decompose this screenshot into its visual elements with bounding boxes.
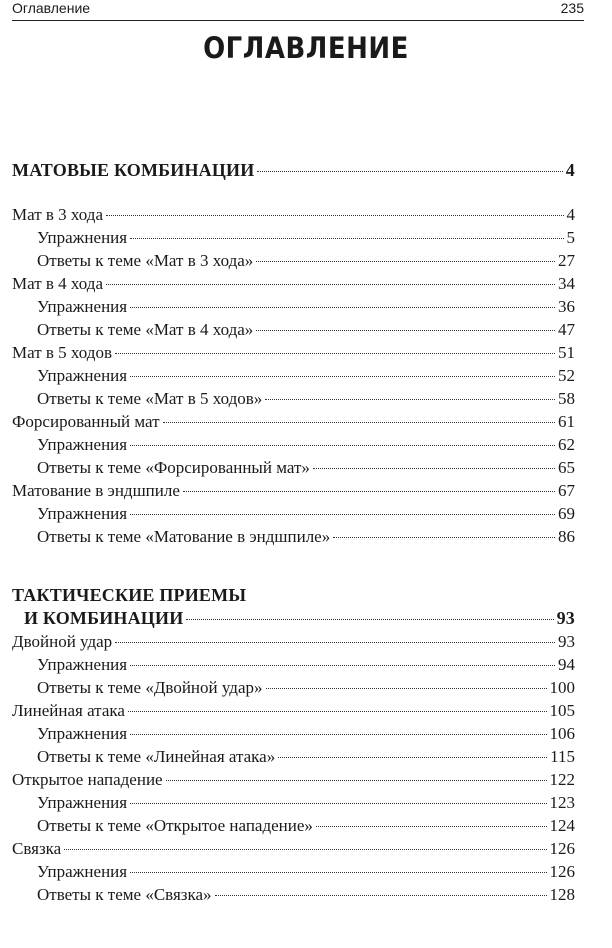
toc-exercises[interactable]: Упражнения 36 bbox=[37, 297, 575, 316]
section-heading[interactable]: МАТОВЫЕ КОМБИНАЦИИ 4 bbox=[12, 157, 575, 183]
leader-dots bbox=[215, 895, 547, 896]
page-number: 235 bbox=[560, 0, 584, 16]
toc-answers[interactable]: Ответы к теме «Связка» 128 bbox=[37, 885, 575, 904]
leader-dots bbox=[128, 711, 547, 712]
toc-topic[interactable]: Открытое нападение 122 bbox=[12, 770, 575, 789]
leader-dots bbox=[115, 353, 555, 354]
leader-dots bbox=[130, 238, 563, 239]
toc-answers[interactable]: Ответы к теме «Мат в 3 хода» 27 bbox=[37, 251, 575, 270]
toc-topic[interactable]: Связка 126 bbox=[12, 839, 575, 858]
leader-dots bbox=[130, 514, 555, 515]
leader-dots bbox=[130, 803, 546, 804]
toc-exercises[interactable]: Упражнения 126 bbox=[37, 862, 575, 881]
leader-dots bbox=[163, 422, 555, 423]
toc-exercises[interactable]: Упражнения 62 bbox=[37, 435, 575, 454]
leader-dots bbox=[106, 215, 564, 216]
leader-dots bbox=[278, 757, 547, 758]
leader-dots bbox=[256, 330, 555, 331]
toc-topic[interactable]: Двойной удар 93 bbox=[12, 632, 575, 651]
leader-dots bbox=[106, 284, 555, 285]
running-title: Оглавление bbox=[12, 0, 91, 16]
toc-answers[interactable]: Ответы к теме «Мат в 4 хода» 47 bbox=[37, 320, 575, 339]
leader-dots bbox=[166, 780, 547, 781]
toc-exercises[interactable]: Упражнения 123 bbox=[37, 793, 575, 812]
running-header bbox=[12, 0, 584, 21]
toc-answers[interactable]: Ответы к теме «Матование в эндшпиле» 86 bbox=[37, 527, 575, 546]
toc-topic[interactable]: Мат в 3 хода 4 bbox=[12, 205, 575, 224]
leader-dots bbox=[130, 872, 546, 873]
leader-dots bbox=[266, 688, 547, 689]
leader-dots bbox=[183, 491, 555, 492]
leader-dots bbox=[130, 307, 555, 308]
toc-exercises[interactable]: Упражнения 94 bbox=[37, 655, 575, 674]
section-heading[interactable]: И КОМБИНАЦИИ 93 bbox=[12, 605, 575, 631]
toc-answers[interactable]: Ответы к теме «Двойной удар» 100 bbox=[37, 678, 575, 697]
toc-answers[interactable]: Ответы к теме «Открытое нападение» 124 bbox=[37, 816, 575, 835]
leader-dots bbox=[316, 826, 547, 827]
leader-dots bbox=[313, 468, 555, 469]
leader-dots bbox=[130, 376, 555, 377]
leader-dots bbox=[256, 261, 555, 262]
toc-answers[interactable]: Ответы к теме «Форсированный мат» 65 bbox=[37, 458, 575, 477]
leader-dots bbox=[257, 171, 562, 172]
toc-topic[interactable]: Линейная атака 105 bbox=[12, 701, 575, 720]
toc-answers[interactable]: Ответы к теме «Мат в 5 ходов» 58 bbox=[37, 389, 575, 408]
toc-answers[interactable]: Ответы к теме «Линейная атака» 115 bbox=[37, 747, 575, 766]
leader-dots bbox=[130, 734, 546, 735]
leader-dots bbox=[265, 399, 555, 400]
leader-dots bbox=[64, 849, 546, 850]
leader-dots bbox=[115, 642, 555, 643]
leader-dots bbox=[186, 619, 553, 620]
leader-dots bbox=[333, 537, 555, 538]
toc-topic[interactable]: Матование в эндшпиле 67 bbox=[12, 481, 575, 500]
toc-topic[interactable]: Форсированный мат 61 bbox=[12, 412, 575, 431]
toc-exercises[interactable]: Упражнения 69 bbox=[37, 504, 575, 523]
leader-dots bbox=[130, 665, 555, 666]
section-page: 4 bbox=[565, 160, 575, 180]
section-page: 93 bbox=[556, 608, 575, 628]
toc-topic[interactable]: Мат в 4 хода 34 bbox=[12, 274, 575, 293]
page-title: ОГЛАВЛЕНИЕ bbox=[203, 32, 409, 66]
section-heading-line1: ТАКТИЧЕСКИЕ ПРИЕМЫ bbox=[12, 585, 247, 605]
toc-exercises[interactable]: Упражнения 5 bbox=[37, 228, 575, 247]
leader-dots bbox=[130, 445, 555, 446]
toc-exercises[interactable]: Упражнения 106 bbox=[37, 724, 575, 743]
toc-exercises[interactable]: Упражнения 52 bbox=[37, 366, 575, 385]
toc-topic[interactable]: Мат в 5 ходов 51 bbox=[12, 343, 575, 362]
